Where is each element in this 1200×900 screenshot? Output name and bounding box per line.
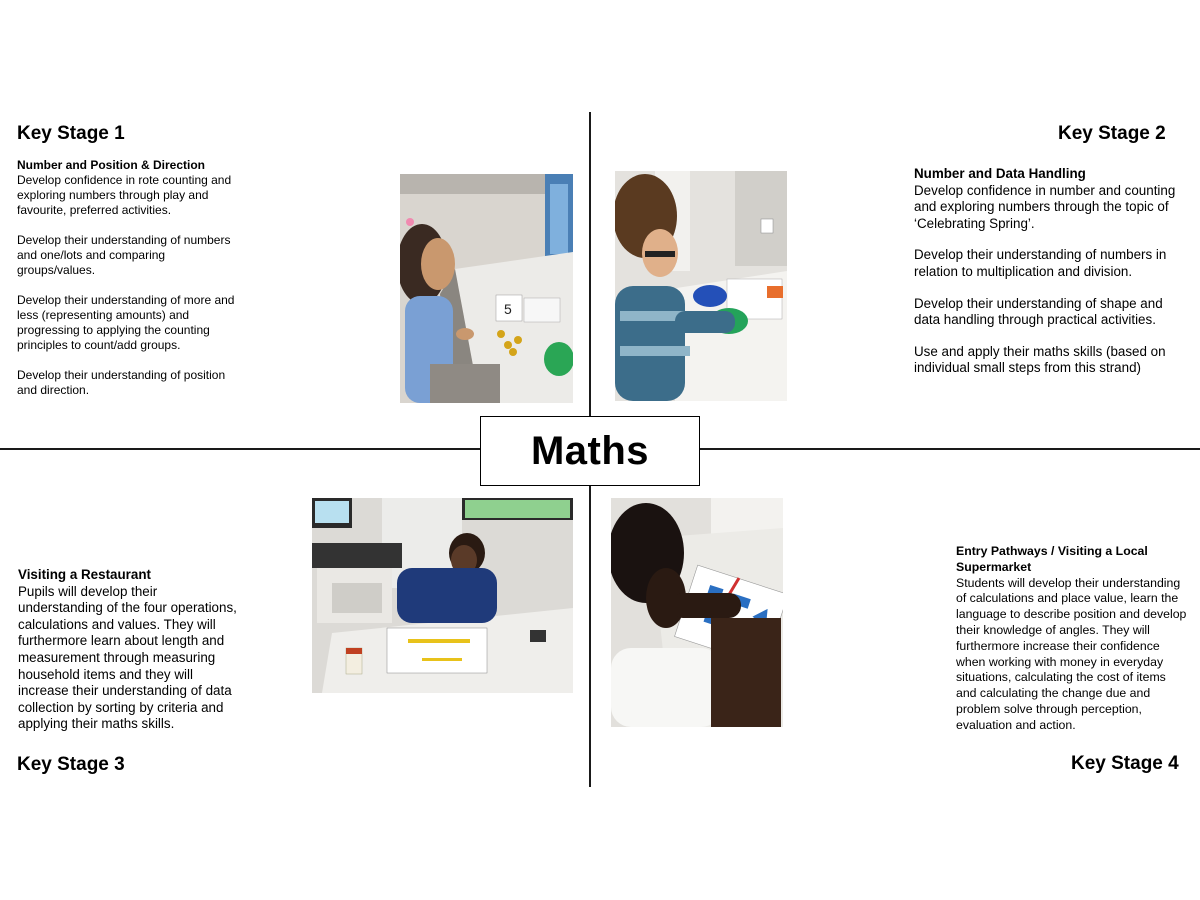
ks4-body: Students will develop their understanding of calculations and place value, learn the language to describe position and develop their knowledge of angles. They will furthermore increase their confidence when working with money in everyday situations, calculating the cost of items and calculating the change due and problem solve through perception, evaluation and action. — [956, 575, 1187, 732]
ks2-photo — [615, 171, 787, 401]
ks4-heading: Entry Pathways / Visiting a Local Supermarket — [956, 544, 1148, 574]
ks2-text — [914, 166, 1189, 392]
ks1-paragraph: Develop their understanding of numbers and one/lots and comparing groups/values. — [17, 233, 231, 277]
ks2-title: Key Stage 2 — [1058, 123, 1166, 144]
ks1-paragraph: Develop confidence in rote counting and exploring numbers through play and favourite, preferred activities. — [17, 173, 232, 217]
ks3-photo — [312, 498, 573, 693]
ks2-paragraph: Use and apply their maths skills (based on individual small steps from this strand) — [914, 343, 1166, 376]
ks1-paragraph: Develop their understanding of more and less (representing amounts) and progressing to applying the counting principles to count/add groups. — [17, 293, 235, 352]
ks2-paragraph: Develop their understanding of shape and data handling through practical activities. — [914, 295, 1163, 328]
ks3-text — [18, 567, 240, 733]
ks1-photo — [400, 174, 573, 403]
ks1-paragraph: Develop their understanding of position and direction. — [17, 368, 226, 397]
ks3-heading: Visiting a Restaurant — [18, 567, 151, 582]
ks3-body: Pupils will develop their understanding of the four operations, calculations and values. They will furthermore learn about length and measurement through measuring household items and they will increase their understanding of data collection by sorting by criteria and applying their maths skills. — [18, 583, 237, 732]
ks4-text — [956, 544, 1188, 734]
ks1-card-number: 5 — [504, 301, 512, 317]
ks2-paragraph: Develop confidence in number and counting and exploring numbers through the topic of ‘Celebrating Spring’. — [914, 182, 1176, 231]
ks1-text — [17, 158, 242, 413]
center-title-box — [480, 416, 700, 486]
ks2-paragraph: Develop their understanding of numbers in relation to multiplication and division. — [914, 247, 1167, 279]
ks4-title: Key Stage 4 — [1071, 753, 1179, 774]
ks3-title: Key Stage 3 — [17, 754, 125, 775]
ks1-title: Key Stage 1 — [17, 123, 125, 144]
ks2-heading: Number and Data Handling — [914, 166, 1086, 181]
ks1-heading: Number and Position & Direction — [17, 158, 206, 172]
ks4-photo — [611, 498, 783, 727]
page-title: Maths — [530, 428, 650, 473]
